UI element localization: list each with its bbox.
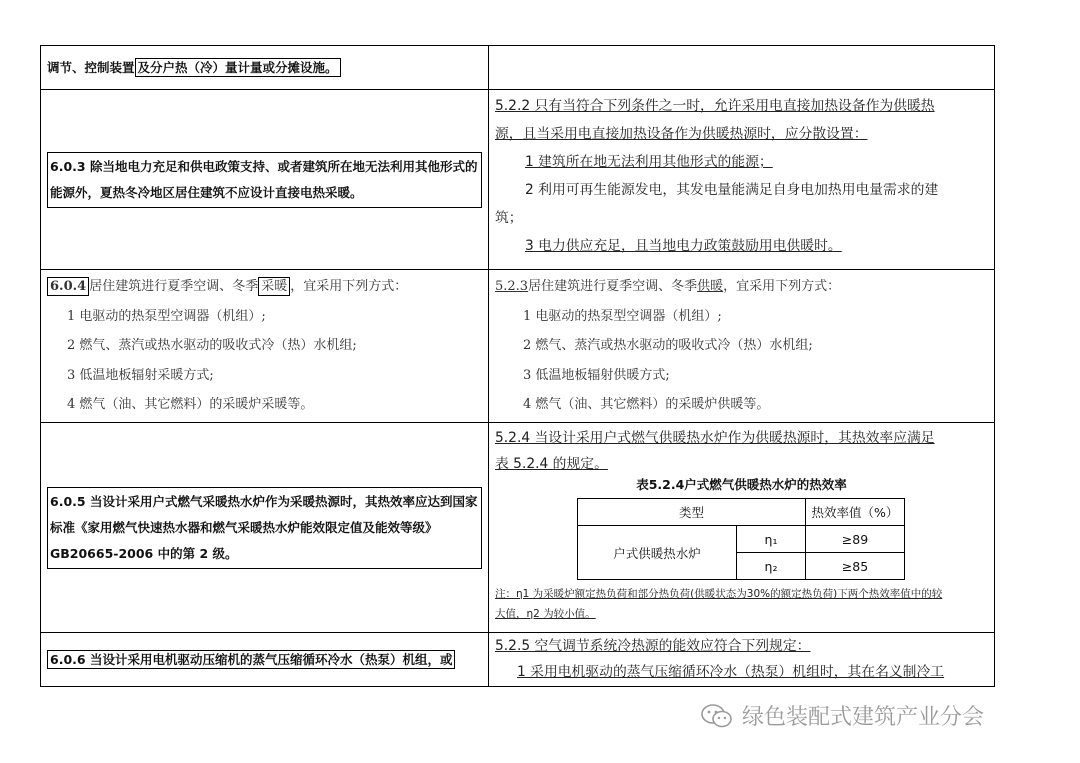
watermark-text: 绿色装配式建筑产业分会: [742, 705, 985, 730]
clause-6-0-4-text-b: ，宜采用下列方式：: [290, 279, 408, 294]
clause-5-2-2-item2-cont: 筑；: [495, 210, 523, 226]
list-item: 3 低温地板辐射采暖方式;: [67, 367, 214, 383]
row5-right-cell: [489, 633, 994, 686]
table-row: [41, 46, 994, 90]
clause-5-2-3-text-a: 居住建筑进行夏季空调、冬季: [528, 279, 698, 294]
list-item: 1 电驱动的热泵型空调器（机组）;: [523, 308, 722, 324]
row3-left-cell: [41, 270, 489, 422]
list-item: 2 燃气、蒸汽或热水驱动的吸收式冷（热）水机组;: [523, 338, 813, 353]
clause-5-2-2-item1: 1 建筑所在地无法利用其他形式的能源；: [525, 154, 773, 170]
row5-left-cell: [41, 633, 489, 686]
row2-right-cell: [489, 90, 994, 269]
row1-left-cell: [41, 46, 489, 89]
clause-5-2-3-underlined: 供暖: [697, 279, 724, 294]
table-note-line2: 大值，η2 为较小值。: [495, 608, 596, 620]
list-item: 2 燃气、蒸汽或热水驱动的吸收式冷（热）水机组;: [67, 338, 357, 353]
clause-5-2-2-line1: 5.2.2 只有当符合下列条件之一时，允许采用电直接加热设备作为供暖热: [495, 98, 935, 114]
list-item: 1 电驱动的热泵型空调器（机组）;: [67, 308, 266, 324]
table-row: [41, 633, 994, 686]
clause-5-2-2-item2: 2 利用可再生能源发电，其发电量能满足自身电加热用电量需求的建: [525, 182, 939, 198]
wechat-icon: [700, 703, 734, 729]
list-item: 3 低温地板辐射供暖方式;: [523, 367, 670, 383]
table-cell-type: 户式供暖热水炉: [578, 526, 737, 580]
clause-5-2-5-line1: 5.2.5 空气调节系统冷热源的能效应符合下列规定：: [495, 638, 811, 654]
clause-6-0-5: 6.0.5 当设计采用户式燃气采暖热水炉作为采暖热源时，其热效率应达到国家标准《家用燃气快速热水器和燃气采暖热水炉能效限定值及能效等级》GB20665-2006 中的第 2 级。: [47, 487, 482, 569]
clause-6-0-3: 6.0.3 除当地电力充足和供电政策支持、或者建筑所在地无法利用其他形式的能源外，夏热冬冷地区居住建筑不应设计直接电热采暖。: [47, 152, 482, 208]
watermark: [700, 700, 984, 731]
list-item: 4 燃气（油、其它燃料）的采暖炉采暖等。: [67, 397, 314, 412]
clause-6-0-6: 6.0.6 当设计采用电机驱动压缩机的蒸气压缩循环冷水（热泵）机组，或: [47, 650, 455, 669]
table-5-2-4-title: 表5.2.4户式燃气供暖热水炉的热效率: [636, 477, 847, 492]
row4-right-cell: [489, 423, 994, 632]
clause-5-2-3-text-b: ，宜采用下列方式：: [723, 279, 841, 294]
table-row: [41, 423, 994, 633]
clause-6-0-4-text-a: 居住建筑进行夏季空调、冬季: [89, 279, 259, 294]
clause-5-2-2-item3: 3 电力供应充足，且当地电力政策鼓励用电供暖时。: [525, 238, 842, 254]
table-header-type: 类型: [578, 499, 806, 526]
comparison-table: [40, 45, 995, 687]
clause-5-2-5-line2: 1 采用电机驱动的蒸气压缩循环冷水（热泵）机组时，其在名义制冷工: [517, 664, 945, 680]
efficiency-table: [577, 498, 905, 580]
clause-5-2-4-line1: 5.2.4 当设计采用户式燃气供暖热水炉作为供暖热源时，其热效率应满足: [495, 430, 935, 446]
table-cell-eta1: η₁: [737, 526, 806, 553]
table-row: [41, 90, 994, 270]
row3-right-cell: [489, 270, 994, 422]
row1-left-boxed-text: 及分户热（冷）量计量或分摊设施。: [135, 58, 341, 77]
table-cell-eta2: η₂: [737, 553, 806, 580]
row2-left-cell: [41, 90, 489, 269]
table-row: [41, 270, 994, 423]
table-note-line1: 注：η1 为采暖炉额定热负荷和部分热负荷(供暖状态为30%的额定热负荷)下两个热效率值中的较: [495, 588, 943, 600]
row1-right-cell: [489, 46, 994, 89]
table-cell-value1: ≥89: [806, 526, 905, 553]
table-cell-value2: ≥85: [806, 553, 905, 580]
row4-left-cell: [41, 423, 489, 632]
list-item: 4 燃气（油、其它燃料）的采暖炉供暖等。: [523, 397, 770, 412]
clause-5-2-3-number: 5.2.3: [495, 279, 529, 294]
clause-5-2-2-line2: 源，且当采用电直接加热设备作为供暖热源时，应分散设置：: [495, 126, 868, 142]
clause-6-0-4-number: 6.0.4: [47, 277, 89, 296]
table-header-efficiency: 热效率值（%）: [806, 499, 905, 526]
clause-5-2-4-line2: 表 5.2.4 的规定。: [495, 456, 608, 472]
table-note: [495, 584, 988, 624]
clause-6-0-4-boxed: 采暖: [258, 277, 290, 296]
row1-left-text: 调节、控制装置: [47, 59, 135, 75]
